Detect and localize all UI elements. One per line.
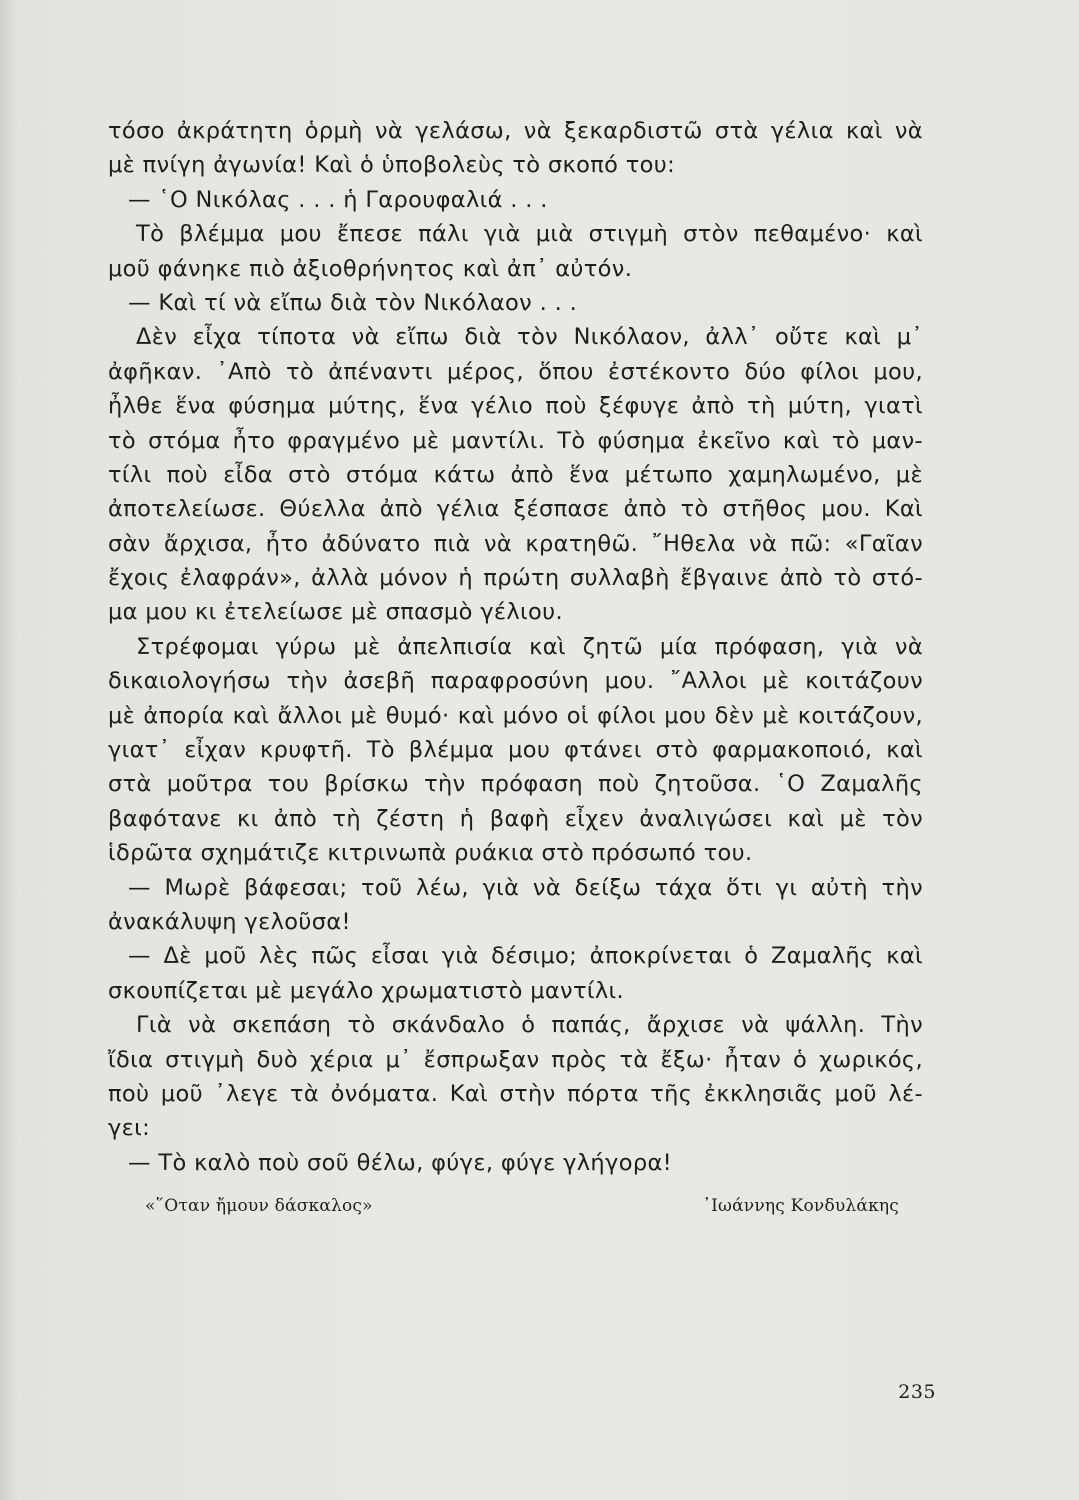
page-binding-shadow <box>0 0 18 1500</box>
dialogue-line: — Δὲ μοῦ λὲς πῶς εἶσαι γιὰ δέσιμο; ἀποκρίνεται ὁ Ζαμαλῆς καὶ <box>128 943 923 970</box>
text-line: ἱδρῶτα σχημάτιζε κιτρινωπὰ ρυάκια στὸ πρόσωπό του. <box>108 840 753 867</box>
body-text <box>108 114 923 1180</box>
source-title: «῞Οταν ἤμουν δάσκαλος» <box>145 1196 373 1216</box>
text-line: μα μου κι ἐτελείωσε μὲ σπασμὸ γέλιου. <box>108 599 564 626</box>
text-line: μοῦ φάνηκε πιὸ ἀξιοθρήνητος καὶ ἀπ᾽ αὐτόν. <box>108 255 633 282</box>
text-line: βαφότανε κι ἀπὸ τὴ ζέστη ἡ βαφὴ εἶχεν ἀναλιγώσει καὶ μὲ τὸν <box>108 805 923 832</box>
text-line: γιατ᾽ εἶχαν κρυφτῆ. Τὸ βλέμμα μου φτάνει στὸ φαρμακοποιό, καὶ <box>108 737 923 764</box>
dialogue-line: — Τὸ καλὸ ποὺ σοῦ θέλω, φύγε, φύγε γλήγορα! <box>128 1149 672 1176</box>
text-line: σὰν ἄρχισα, ἦτο ἀδύνατο πιὰ νὰ κρατηθῶ. ῎Ηθελα νὰ πῶ: «Γαῖαν <box>108 530 923 557</box>
text-line: ἔχοις ἐλαφράν», ἀλλὰ μόνον ἡ πρώτη συλλαβὴ ἔβγαινε ἀπὸ τὸ στό- <box>108 565 923 592</box>
text-line: ἴδια στιγμὴ δυὸ χέρια μ᾽ ἔσπρωξαν πρὸς τὰ ἔξω· ἦταν ὁ χωρικός, <box>108 1046 923 1073</box>
text-line: ποὺ μοῦ ᾽λεγε τὰ ὀνόματα. Καὶ στὴν πόρτα τῆς ἐκκλησιᾶς μοῦ λέ- <box>108 1080 923 1107</box>
text-line: δικαιολογήσω τὴν ἀσεβῆ παραφροσύνη μου. ῎Αλλοι μὲ κοιτάζουν <box>108 668 923 695</box>
text-line: ἀποτελείωσε. Θύελλα ἀπὸ γέλια ξέσπασε ἀπὸ τὸ στῆθος μου. Καὶ <box>108 496 923 523</box>
text-line: μὲ πνίγη ἀγωνία! Καὶ ὁ ὑποβολεὺς τὸ σκοπό του: <box>108 152 676 179</box>
text-line: ἀνακάλυψη γελοῦσα! <box>108 908 351 935</box>
page-number: 235 <box>898 1381 936 1403</box>
text-line: τὸ στόμα ἦτο φραγμένο μὲ μαντίλι. Τὸ φύσημα ἐκεῖνο καὶ τὸ μαν- <box>108 427 923 454</box>
dialogue-line: — Μωρὲ βάφεσαι; τοῦ λέω, γιὰ νὰ δείξω τάχα ὅτι γι αὐτὴ τὴν <box>128 874 923 901</box>
text-line: τίλι ποὺ εἶδα στὸ στόμα κάτω ἀπὸ ἕνα μέτωπο χαμηλωμένο, μὲ <box>108 461 923 488</box>
text-line: μὲ ἀπορία καὶ ἄλλοι μὲ θυμό· καὶ μόνο οἱ φίλοι μου δὲν μὲ κοιτάζουν, <box>108 702 923 729</box>
text-line: Γιὰ νὰ σκεπάση τὸ σκάνδαλο ὁ παπάς, ἄρχισε νὰ ψάλλη. Τὴν <box>136 1012 923 1039</box>
text-line: Τὸ βλέμμα μου ἔπεσε πάλι γιὰ μιὰ στιγμὴ στὸν πεθαμένο· καὶ <box>136 221 923 248</box>
text-line: γει: <box>108 1115 151 1142</box>
text-line: ἀφῆκαν. ᾽Απὸ τὸ ἀπέναντι μέρος, ὅπου ἐστέκοντο δύο φίλοι μου, <box>108 358 923 385</box>
text-line: ἦλθε ἕνα φύσημα μύτης, ἕνα γέλιο ποὺ ξέφυγε ἀπὸ τὴ μύτη, γιατὶ <box>108 393 923 420</box>
text-line: στὰ μοῦτρα του βρίσκω τὴν πρόφαση ποὺ ζητοῦσα. ῾Ο Ζαμαλῆς <box>108 771 923 798</box>
text-line: Δὲν εἶχα τίποτα νὰ εἴπω διὰ τὸν Νικόλαον, ἀλλ᾽ οὔτε καὶ μ᾽ <box>136 324 923 351</box>
author-name: ᾽Ιωάννης Κονδυλάκης <box>702 1196 899 1216</box>
dialogue-line: — ῾Ο Νικόλας . . . ἡ Γαρουφαλιά . . . <box>128 186 548 213</box>
text-line: τόσο ἀκράτητη ὁρμὴ νὰ γελάσω, νὰ ξεκαρδιστῶ στὰ γέλια καὶ νὰ <box>108 118 923 144</box>
text-line: Στρέφομαι γύρω μὲ ἀπελπισία καὶ ζητῶ μία πρόφαση, γιὰ νὰ <box>136 633 923 660</box>
text-line: σκουπίζεται μὲ μεγάλο χρωματιστὸ μαντίλι. <box>108 977 624 1004</box>
dialogue-line: — Καὶ τί νὰ εἴπω διὰ τὸν Νικόλαον . . . <box>128 289 578 316</box>
attribution-row <box>0 1196 1079 1226</box>
